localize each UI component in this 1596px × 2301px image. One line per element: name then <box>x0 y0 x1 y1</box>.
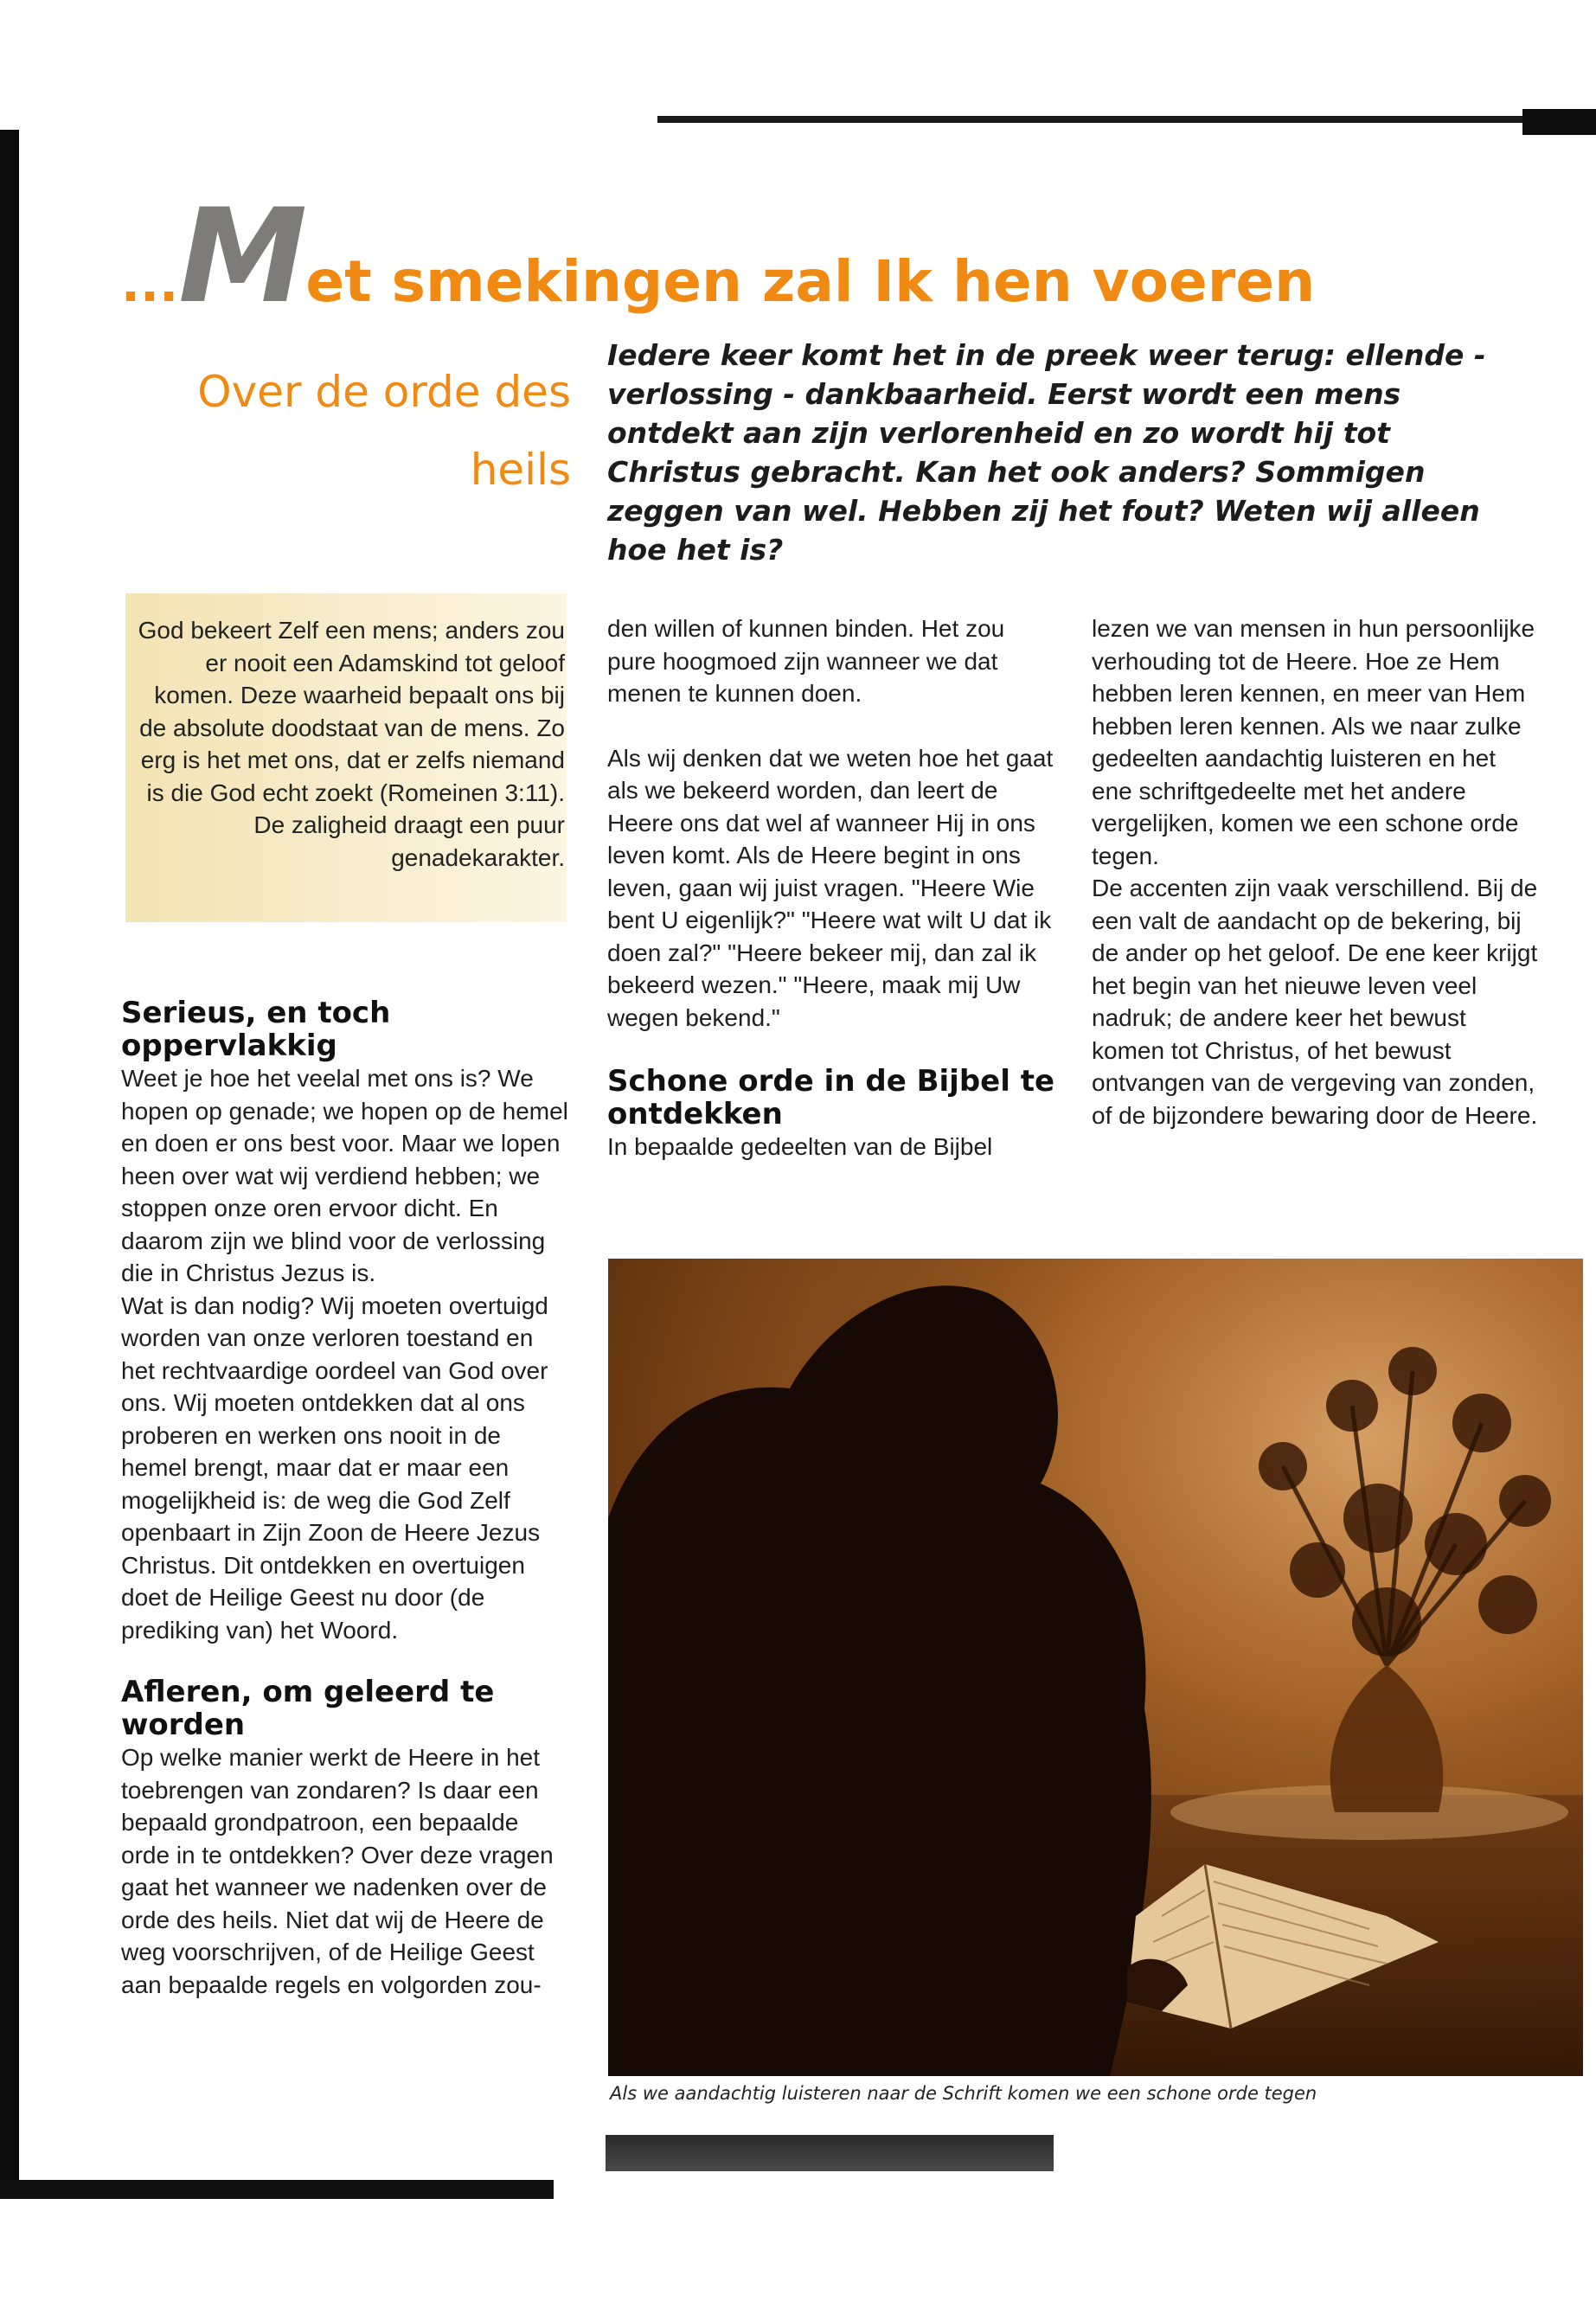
column2-paragraph-2: Als wij denken dat we weten hoe het gaat als we bekeerd worden, dan leert de Heere ons dat wel af wanneer Hij in ons leven komt. Als de Heere begint in ons leven, gaan wij juist vragen. "Heere Wie bent U eigenlijk?" "Heere wat wilt U dat ik doen zal?" "Heere bekeer mij, dan zal ik bekeerd wezen." "Heere, maak mij Uw wegen bekend." <box>607 744 1054 1031</box>
column1-paragraph-3: Op welke manier werkt de Heere in het toebrengen van zondaren? Is daar een bepaald grondpatroon, een bepaalde orde in te ontdekken? Over deze vragen gaat het wanneer we nadenken over de orde des heils. Niet dat wij de Heere de weg voorschrijven, of de Heilige Geest aan bepaalde regels en volgorden zou- <box>121 1744 554 1998</box>
column3-paragraph-2: De accenten zijn vaak verschillend. Bij de een valt de aandacht op de bekering, bij de ander op het geloof. De ene keer krijgt het begin van het nieuwe leven veel nadruk; de andere keer het bewust komen tot Christus, of het bewust ontvangen van de vergeving van zonden, of de bijzondere bewaring door de Heere. <box>1092 875 1538 1129</box>
top-rule-end <box>1522 109 1596 135</box>
sidebar-box <box>125 593 567 922</box>
column2-paragraph-3: In bepaalde gedeelten van de Bijbel <box>607 1133 993 1160</box>
text-column-3 <box>1092 612 1542 1131</box>
title-initial: M <box>178 182 303 332</box>
column1-paragraph-1: Weet je hoe het veelal met ons is? We hopen op genade; we hopen op de hemel en doen er ons best voor. Maar we lopen heen over wat wij verdiend hebben; we stoppen onze oren ervoor dicht. En daarom zijn we blind voor de verlossing die in Christus Jezus is. <box>121 1065 568 1286</box>
sidebar-text: God bekeert Zelf een mens; anders zou er nooit een Adamskind tot geloof komen. Deze waarheid bepaalt ons bij de absolute doodstaat van de mens. Zo erg is het met ons, dat er zelfs niemand is die God echt zoekt (Romeinen 3:11). De zaligheid draagt een puur genadekarakter. <box>138 617 565 871</box>
subtitle-line-1: Over de orde des <box>197 367 571 417</box>
heading-serieus: Serieus, en toch oppervlakkig <box>121 996 391 1063</box>
intro-paragraph: Iedere keer komt het in de preek weer terug: ellende - verlossing - dankbaarheid. Eerst wordt een mens ontdekt aan zijn verlorenheid en zo wordt hij tot Christus gebracht. Kan het ook anders? Sommigen zeggen van wel. Hebben zij het fout? Weten wij alleen hoe het is? <box>607 338 1486 567</box>
column1-paragraph-2: Wat is dan nodig? Wij moeten overtuigd worden van onze verloren toestand en het rechtvaardige oordeel van God over ons. Wij moeten ontdekken dat al ons proberen en werken ons nooit in de hemel brengt, maar dat er maar een mogelijkheid is: de weg die God Zelf openbaart in Zijn Zoon de Heere Jezus Christus. Dit ontdekken en overtuigen doet de Heilige Geest nu door (de prediking van) het Woord. <box>121 1292 548 1644</box>
text-column-2 <box>607 612 1057 1163</box>
column2-paragraph-1: den willen of kunnen binden. Het zou pure hoogmoed zijn wanneer we dat menen te kunnen doen. <box>607 615 1005 707</box>
photo-caption: Als we aandachtig luisteren naar de Schrift komen we een schone orde tegen <box>610 2083 1317 2104</box>
subtitle-line-2: heils <box>470 445 571 495</box>
heading-schone-orde: Schone orde in de Bijbel te ontdekken <box>607 1064 1055 1131</box>
title-text: et smekingen zal Ik hen voeren <box>305 248 1316 315</box>
column3-paragraph-1: lezen we van mensen in hun persoonlijke verhouding tot de Heere. Hoe ze Hem hebben leren kennen, en meer van Hem hebben leren kennen. Als we naar zulke gedeelten aandachtig luisteren en het ene schriftgedeelte met het andere vergelijken, komen we een schone orde tegen. <box>1092 615 1535 869</box>
footer-bar <box>606 2135 1054 2171</box>
title-dots: ... <box>121 254 179 313</box>
article-subtitle <box>164 353 571 509</box>
article-title <box>121 182 1316 332</box>
scan-border-bottom <box>0 2180 554 2199</box>
scan-border-left <box>0 130 19 2189</box>
photo-illustration <box>608 1259 1583 2076</box>
heading-afleren: Afleren, om geleerd te worden <box>121 1675 495 1742</box>
text-column-1 <box>121 997 569 2001</box>
top-rule <box>657 116 1583 123</box>
photo-person-reading-bible <box>608 1259 1583 2076</box>
